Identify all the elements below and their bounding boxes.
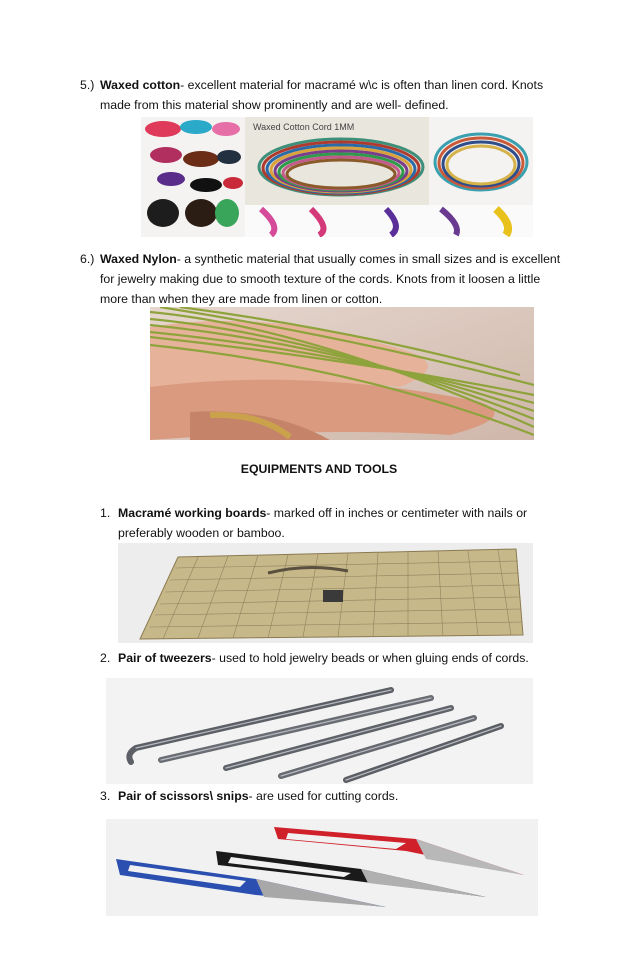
scissors-image [106,819,538,916]
desc-waxed-nylon: - a synthetic material that usually comes in small sizes and is excellent for jewelry making due to smooth texture of the cords. Knots from it loosen a little more than when they are made from linen or cotton. [100,252,561,306]
image-caption: Waxed Cotton Cord 1MM [253,122,355,132]
item-number: 5.) [80,78,95,92]
term-waxed-cotton: Waxed cotton [100,78,181,92]
term-working-boards: Macramé working boards [118,506,267,520]
term-scissors: Pair of scissors\ snips [118,789,249,803]
tool-number: 2. [100,651,111,665]
section-heading: EQUIPMENTS AND TOOLS [240,462,398,476]
item-number: 6.) [80,252,95,266]
waxed-nylon-paragraph [80,249,570,309]
tool-number: 1. [100,506,111,520]
tweezers-image [106,678,533,784]
desc-tweezers: - used to hold jewelry beads or when gluing ends of cords. [211,651,529,665]
desc-scissors: - are used for cutting cords. [248,789,399,803]
waxed-cotton-image [141,117,533,237]
desc-working-boards: - marked off in inches or centimeter with nails or preferably wooden or bamboo. [118,506,528,540]
working-board-image [118,543,533,643]
tool-tweezers-paragraph [100,648,570,668]
tool-boards-paragraph [100,503,550,543]
waxed-nylon-image [150,307,534,440]
desc-waxed-cotton: - excellent material for macramé w\c is often than linen cord. Knots made from this material show prominently and are well- defined. [100,78,544,112]
tool-scissors-paragraph [100,786,570,806]
term-tweezers: Pair of tweezers [118,651,212,665]
tool-number: 3. [100,789,111,803]
term-waxed-nylon: Waxed Nylon [100,252,177,266]
waxed-cotton-paragraph [80,75,570,115]
